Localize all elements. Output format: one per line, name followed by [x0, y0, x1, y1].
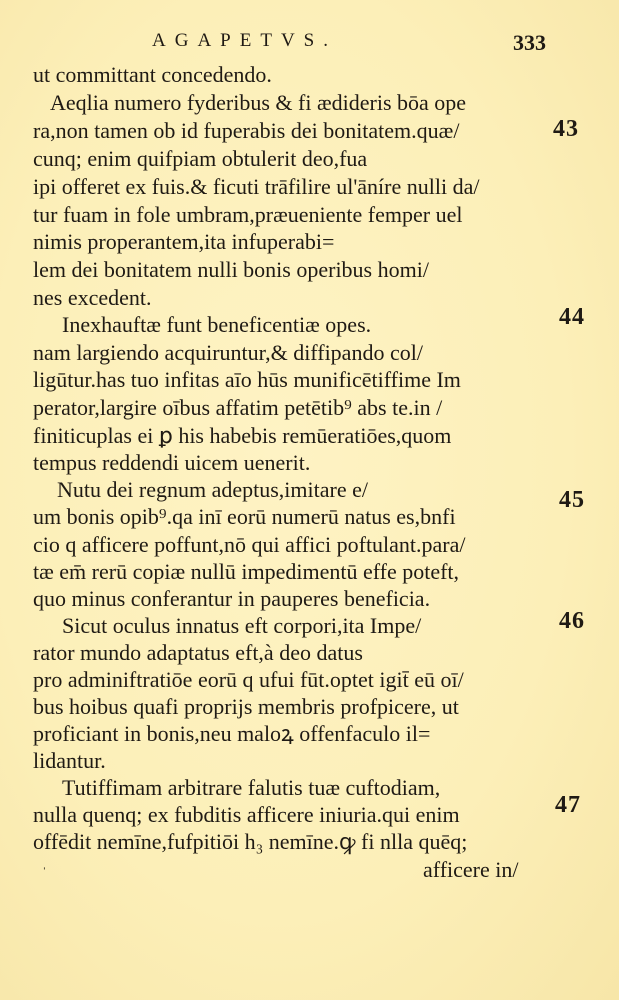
text-line: pro adminiftratiōe eorū q ufui fūt.optet igit̄ eū oī/ [33, 667, 464, 692]
text-line: Nutu dei regnum adeptus,imitare e/ [57, 477, 368, 502]
text-line: quo minus conferantur in pauperes beneficia. [33, 586, 431, 611]
text-line: nam largiendo acquiruntur,& diffipando col/ [33, 340, 423, 365]
text-line: perator,largire oībus affatim petētib⁹ abs te.in / [33, 395, 443, 420]
stray-ink-mark: ˈ [42, 866, 47, 881]
text-line: lidantur. [33, 748, 106, 773]
text-line: ra,non tamen ob id fuperabis dei bonitatem.quæ/ [33, 118, 460, 143]
text-line: ligūtur.has tuo infitas aīo hūs munificētiffime Im [33, 367, 461, 392]
text-line: ipi offeret ex fuis.& ficuti trāfilire ul'āníre nulli da/ [33, 174, 480, 199]
text-line: bus hoibus quafi proprijs membris profpicere, ut [33, 694, 459, 719]
catchword: afficere in/ [423, 857, 519, 882]
text-line: tur fuam in fole umbram,præueniente femper uel [33, 202, 463, 227]
margin-number: 43 [553, 116, 579, 142]
page-number: 333 [513, 30, 546, 55]
text-line: Tutiffimam arbitrare falutis tuæ cuftodiam, [62, 775, 441, 800]
margin-number: 47 [555, 792, 581, 818]
text-line: um bonis opib⁹.qa inī eorū numerū natus es,bnfi [33, 504, 456, 529]
margin-number: 45 [559, 487, 585, 513]
text-line: lem dei bonitatem nulli bonis operibus homi/ [33, 257, 429, 282]
margin-number: 46 [559, 608, 585, 634]
text-line: offēdit nemīne,fufpitiōi h₃ nemīne.ꝙ fi nlla quēq; [33, 829, 468, 854]
text-line: ut committant concedendo. [33, 62, 272, 87]
text-line: tempus reddendi uicem uenerit. [33, 450, 311, 475]
text-line: cunq; enim quifpiam obtulerit deo,fua [33, 146, 368, 171]
text-line: nes excedent. [33, 285, 152, 310]
text-line: nimis properantem,ita infuperabi= [33, 229, 335, 254]
text-line: cio q afficere poffunt,nō qui affici poftulant.para/ [33, 532, 466, 557]
text-line: nulla quenq; ex fubditis afficere iniuria.qui enim [33, 802, 460, 827]
text-line: tæ em̄ rerū copiæ nullū impedimentū effe poteft, [33, 559, 460, 584]
text-line: Sicut oculus innatus eft corpori,ita Impe/ [62, 613, 422, 638]
text-line: Aeqlia numero fyderibus & fi ædideris bōa ope [50, 90, 467, 115]
running-head: AGAPETVS. [152, 30, 337, 51]
margin-number: 44 [559, 304, 585, 330]
text-line: proficiant in bonis,neu maloꝝ offenfaculo il= [33, 721, 431, 746]
text-line: finiticuplas ei ꝑ his habebis remūeratiōes,quom [33, 423, 452, 448]
text-line: Inexhauftæ funt beneficentiæ opes. [62, 312, 372, 337]
text-line: rator mundo adaptatus eft,à deo datus [33, 640, 363, 665]
